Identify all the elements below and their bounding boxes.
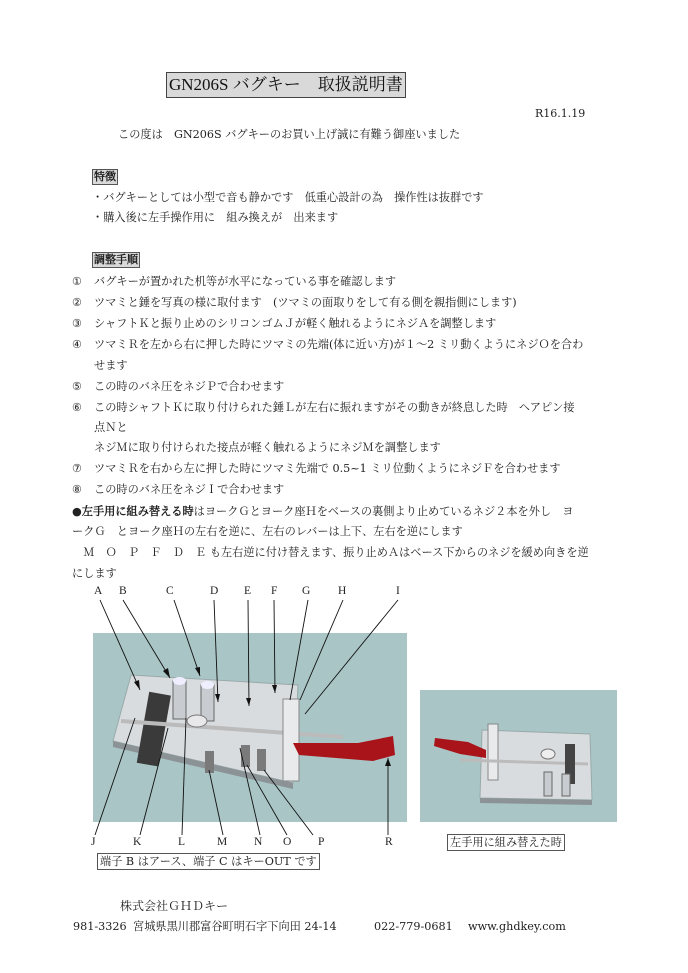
- callout-label-f: F: [271, 585, 278, 597]
- callout-label-k: K: [133, 836, 142, 848]
- adjustment-heading: 調整手順: [94, 253, 138, 266]
- left-hand-caption: 左手用に組み替えた時: [447, 834, 565, 851]
- company-name: 株式会社ＧＨＤキー: [120, 899, 229, 913]
- step-number: ⑧: [72, 483, 83, 496]
- left-hand-line: にします: [72, 567, 117, 580]
- callout-label-d: D: [210, 585, 219, 597]
- callout-label-p: P: [318, 836, 325, 848]
- step-text: この時のバネ圧をネジＰで合わせます: [94, 380, 285, 393]
- footer-postal: 981-3326: [73, 920, 127, 933]
- step-number: ⑤: [72, 380, 83, 393]
- callout-label-g: G: [302, 585, 311, 597]
- step-text-continued: 点Ｎと: [94, 421, 128, 434]
- step-number: ②: [72, 296, 83, 309]
- greeting-text: この度は GN206S バグキーのお買い上げ誠に有難う御座いました: [118, 128, 461, 141]
- callout-label-h: H: [338, 585, 347, 597]
- callout-label-a: A: [94, 585, 103, 597]
- step-text: バグキーが置かれた机等が水平になっている事を確認します: [94, 275, 397, 288]
- step-number: ⑦: [72, 462, 83, 475]
- feature-item: ・バグキーとしては小型で音も静かです 低重心設計の為 操作性は抜群です: [92, 191, 484, 204]
- step-text-continued: ネジＭに取り付けられた接点が軽く触れるようにネジＭを調整します: [94, 441, 441, 454]
- callout-label-r: R: [385, 836, 393, 848]
- left-hand-lead: ●左手用に組み替える時: [72, 504, 194, 518]
- footer-address: 宮城県黒川郡富谷町明石字下向田 24-14: [133, 920, 337, 933]
- callout-label-l: L: [178, 836, 186, 848]
- callout-label-j: J: [91, 836, 96, 848]
- features-heading: 特徴: [94, 170, 116, 183]
- left-hand-line: はヨークＧとヨーク座Ｈをベースの裏側より止めているネジ２本を外し ヨ: [193, 505, 574, 518]
- step-number: ④: [72, 338, 83, 351]
- step-text: ツマミＲを左から右に押した時にツマミの先端(体に近い方)が１～2 ミリ動くようにネジＯを合わ: [94, 338, 584, 351]
- feature-item: ・購入後に左手操作用に 組み換えが 出来ます: [92, 211, 339, 224]
- document-title: GN206S バグキー 取扱説明書: [166, 72, 406, 98]
- step-number: ⑥: [72, 401, 83, 414]
- left-hand-line: ークＧ とヨーク座Ｈの左右を逆に、左右のレバーは上下、左右を逆にします: [72, 525, 463, 538]
- step-text: ツマミと錘を写真の様に取付ます (ツマミの面取りをして有る側を親指側にします): [94, 296, 517, 309]
- footer-website[interactable]: www.ghdkey.com: [468, 920, 566, 933]
- callout-label-b: B: [119, 585, 127, 597]
- left-hand-line: Ｍ Ｏ Ｐ Ｆ Ｄ Ｅ も左右逆に付け替えます、振り止めＡはベース下からのネジを緩め向きを逆: [72, 546, 589, 559]
- callout-label-c: C: [166, 585, 174, 597]
- step-text: この時シャフトＫに取り付けられた錘Ｌが左右に振れますがその動きが終息した時 ヘアピン接: [94, 401, 575, 414]
- callout-label-n: N: [254, 836, 263, 848]
- step-text: ツマミＲを右から左に押した時にツマミ先端で 0.5~1 ミリ位動くようにネジＦを合わせます: [94, 462, 561, 475]
- step-text-continued: せます: [94, 359, 128, 372]
- callout-label-m: M: [217, 836, 228, 848]
- document-date: R16.1.19: [535, 107, 586, 120]
- step-text: この時のバネ圧をネジＩで合わせます: [94, 483, 285, 496]
- step-number: ③: [72, 317, 83, 330]
- callout-label-i: I: [396, 585, 400, 597]
- callout-label-e: E: [244, 585, 252, 597]
- terminal-note: 端子 B はアース、端子 C はキーOUT です: [97, 853, 320, 870]
- callout-label-o: O: [283, 836, 292, 848]
- step-number: ①: [72, 275, 83, 288]
- step-text: シャフトＫと振り止めのシリコンゴムＪが軽く触れるようにネジＡを調整します: [94, 317, 497, 330]
- footer-phone: 022-779-0681: [374, 920, 453, 933]
